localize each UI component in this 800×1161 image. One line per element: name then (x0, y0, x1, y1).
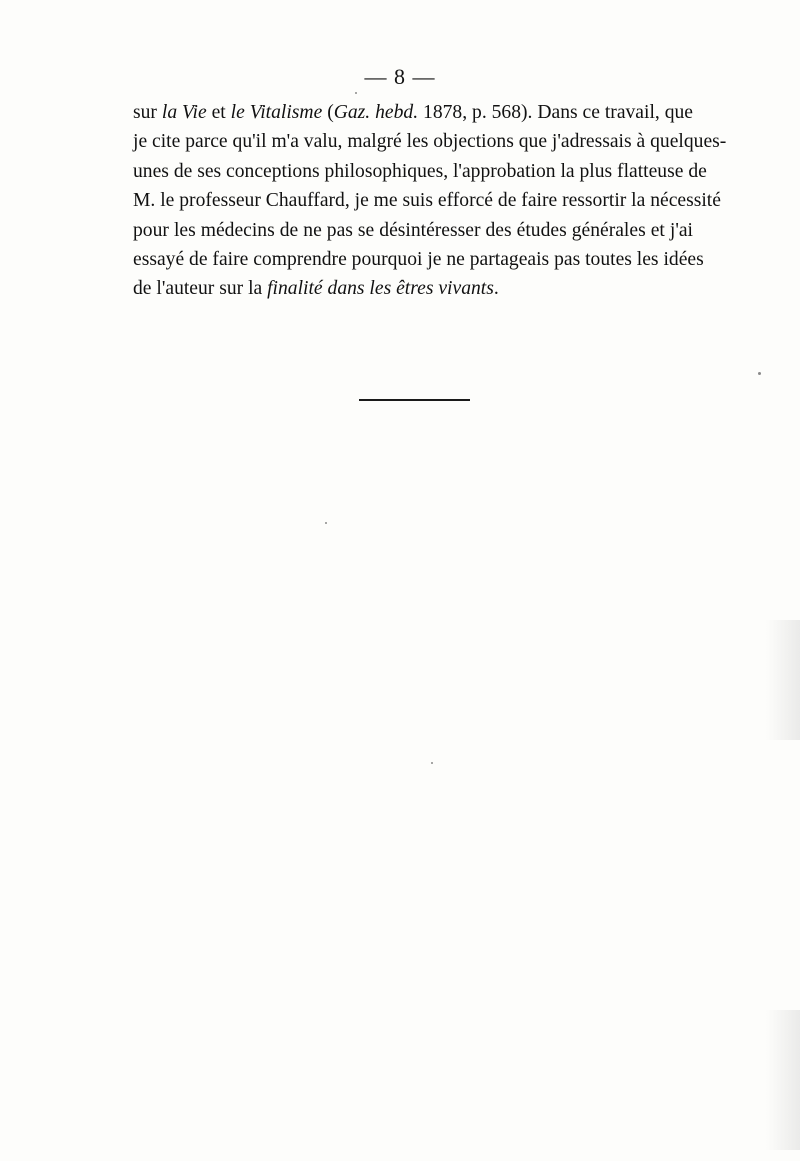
text-run: 1878, p. 568). Dans ce travail, que (418, 102, 693, 123)
italic-text: la Vie (161, 102, 207, 123)
text-run: M. le professeur Chauffard, je me suis efforcé de faire ressortir la nécessité (133, 190, 721, 212)
italic-text: Gaz. hebd. (333, 102, 419, 123)
text-line (133, 216, 693, 245)
scan-speck (431, 762, 433, 764)
text-run: unes de ses conceptions philosophiques, l'approbation la plus flatteuse de (133, 160, 707, 182)
scan-speck (355, 92, 357, 94)
scan-edge-shadow (766, 1010, 800, 1150)
text-run: essayé de faire comprendre pourquoi je ne partageais pas toutes les idées (133, 249, 704, 271)
page-number: — 8 — (364, 64, 436, 89)
text-run: je cite parce qu'il m'a valu, malgré les objections que j'adressais à quelques- (133, 131, 727, 153)
text-line (133, 157, 707, 186)
text-run: ( (322, 102, 334, 123)
section-divider (359, 399, 470, 401)
italic-text: finalité dans les êtres vivants (267, 278, 494, 300)
text-line (133, 98, 693, 127)
italic-text: le Vitalisme (230, 102, 323, 123)
text-line (133, 274, 693, 303)
text-line (133, 186, 721, 215)
text-run: pour les médecins de ne pas se désintéresser des études générales et j'ai (133, 219, 693, 241)
text-line (133, 127, 727, 156)
text-line (133, 245, 704, 274)
text-run: . (493, 278, 499, 300)
scan-speck (758, 372, 761, 375)
body-paragraph (133, 98, 727, 304)
text-run: de l'auteur sur la (133, 278, 268, 300)
scan-speck (325, 522, 327, 524)
scan-edge-shadow (766, 620, 800, 740)
text-run: et (206, 102, 231, 123)
text-run: sur (133, 102, 162, 123)
